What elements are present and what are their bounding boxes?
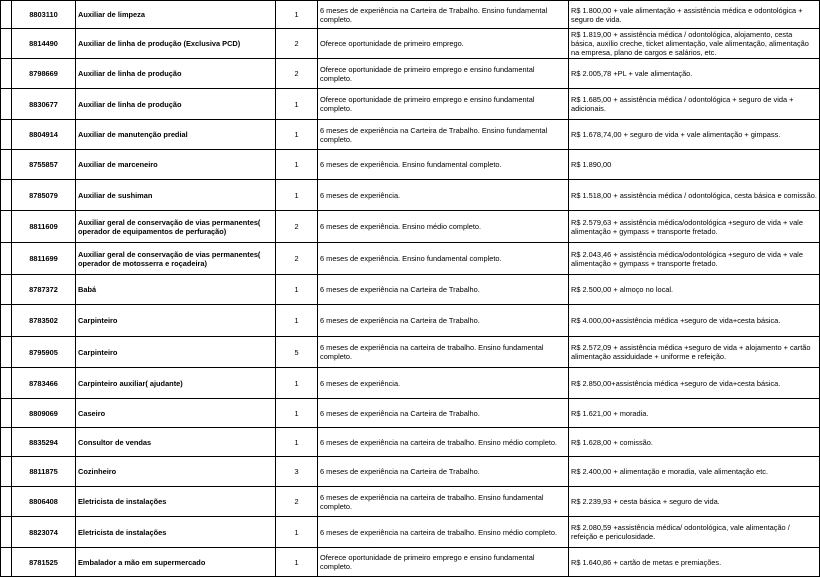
job-code-cell: 8814490 [12, 29, 76, 59]
row-margin-cell [1, 399, 12, 428]
table-row [1, 368, 820, 399]
job-code-cell: 8806408 [12, 487, 76, 517]
table-row [1, 275, 820, 305]
requirements-cell: 6 meses de experiência na Carteira de Trabalho. [318, 275, 569, 305]
salary-benefits-cell: R$ 2.080,59 +assistência médica/ odontológica, vale alimentação / refeição e periculosidade. [569, 517, 820, 548]
row-margin-cell [1, 150, 12, 180]
salary-benefits-cell: R$ 2.579,63 + assistência médica/odontológica +seguro de vida + vale alimentação + gympass + transporte fretado. [569, 211, 820, 243]
table-row [1, 180, 820, 211]
vacancies-cell: 1 [276, 399, 318, 428]
vacancies-cell: 1 [276, 1, 318, 29]
requirements-cell: Oferece oportunidade de primeiro emprego e ensino fundamental completo. [318, 89, 569, 120]
job-code-cell: 8785079 [12, 180, 76, 211]
table-row [1, 337, 820, 368]
job-code-cell: 8783502 [12, 305, 76, 337]
table-row [1, 59, 820, 89]
table-row [1, 150, 820, 180]
job-title-cell: Auxiliar de linha de produção [76, 89, 276, 120]
vacancies-cell: 3 [276, 457, 318, 487]
job-title-cell: Auxiliar de linha de produção [76, 59, 276, 89]
requirements-cell: Oferece oportunidade de primeiro emprego e ensino fundamental completo. [318, 59, 569, 89]
table-row [1, 517, 820, 548]
salary-benefits-cell: R$ 1.628,00 + comissão. [569, 428, 820, 457]
vacancies-cell: 2 [276, 243, 318, 275]
salary-benefits-cell: R$ 1.685,00 + assistência médica / odontológica + seguro de vida + adicionais. [569, 89, 820, 120]
row-margin-cell [1, 275, 12, 305]
requirements-cell: 6 meses de experiência. [318, 368, 569, 399]
row-margin-cell [1, 29, 12, 59]
salary-benefits-cell: R$ 1.678,74,00 + seguro de vida + vale alimentação + gimpass. [569, 120, 820, 150]
job-code-cell: 8798669 [12, 59, 76, 89]
requirements-cell: 6 meses de experiência na Carteira de Trabalho. Ensino fundamental completo. [318, 1, 569, 29]
vacancies-cell: 1 [276, 548, 318, 577]
job-code-cell: 8755857 [12, 150, 76, 180]
vacancies-cell: 1 [276, 517, 318, 548]
job-listings-body [1, 1, 820, 577]
job-title-cell: Eletricista de instalações [76, 487, 276, 517]
row-margin-cell [1, 59, 12, 89]
salary-benefits-cell: R$ 2.043,46 + assistência médica/odontológica +seguro de vida + vale alimentação + gympass + transporte fretado. [569, 243, 820, 275]
job-code-cell: 8795905 [12, 337, 76, 368]
row-margin-cell [1, 428, 12, 457]
row-margin-cell [1, 180, 12, 211]
job-title-cell: Caseiro [76, 399, 276, 428]
table-row [1, 305, 820, 337]
salary-benefits-cell: R$ 2.850,00+assistência médica +seguro de vida+cesta básica. [569, 368, 820, 399]
table-row [1, 1, 820, 29]
table-row [1, 243, 820, 275]
job-code-cell: 8803110 [12, 1, 76, 29]
job-code-cell: 8830677 [12, 89, 76, 120]
vacancies-cell: 1 [276, 150, 318, 180]
job-title-cell: Auxiliar geral de conservação de vias permanentes( operador de motosserra e roçadeira) [76, 243, 276, 275]
vacancies-cell: 2 [276, 29, 318, 59]
requirements-cell: 6 meses de experiência na Carteira de Trabalho. [318, 305, 569, 337]
table-row [1, 211, 820, 243]
row-margin-cell [1, 337, 12, 368]
table-row [1, 487, 820, 517]
requirements-cell: 6 meses de experiência. Ensino fundamental completo. [318, 150, 569, 180]
salary-benefits-cell: R$ 1.819,00 + assistência médica / odontológica, alojamento, cesta básica, auxílio creche, ticket alimentação, vale alimentação, alimentação na empresa, plano de cargos e salários, etc. [569, 29, 820, 59]
row-margin-cell [1, 120, 12, 150]
vacancies-cell: 1 [276, 305, 318, 337]
vacancies-cell: 1 [276, 120, 318, 150]
requirements-cell: 6 meses de experiência na Carteira de Trabalho. Ensino fundamental completo. [318, 120, 569, 150]
vacancies-cell: 2 [276, 59, 318, 89]
vacancies-cell: 2 [276, 487, 318, 517]
row-margin-cell [1, 368, 12, 399]
salary-benefits-cell: R$ 2.005,78 +PL + vale alimentação. [569, 59, 820, 89]
job-title-cell: Eletricista de instalações [76, 517, 276, 548]
requirements-cell: 6 meses de experiência na Carteira de Trabalho. [318, 399, 569, 428]
requirements-cell: 6 meses de experiência. [318, 180, 569, 211]
job-title-cell: Babá [76, 275, 276, 305]
salary-benefits-cell: R$ 4.000,00+assistência médica +seguro de vida+cesta básica. [569, 305, 820, 337]
job-code-cell: 8783466 [12, 368, 76, 399]
vacancies-cell: 1 [276, 89, 318, 120]
job-title-cell: Carpinteiro [76, 305, 276, 337]
requirements-cell: 6 meses de experiência na Carteira de Trabalho. [318, 457, 569, 487]
row-margin-cell [1, 243, 12, 275]
job-code-cell: 8809069 [12, 399, 76, 428]
requirements-cell: 6 meses de experiência. Ensino fundamental completo. [318, 243, 569, 275]
table-row [1, 548, 820, 577]
job-title-cell: Auxiliar de marceneiro [76, 150, 276, 180]
job-title-cell: Carpinteiro [76, 337, 276, 368]
vacancies-cell: 2 [276, 211, 318, 243]
salary-benefits-cell: R$ 1.518,00 + assistência médica / odontológica, cesta básica e comissão. [569, 180, 820, 211]
salary-benefits-cell: R$ 1.800,00 + vale alimentação + assistência médica e odontológica + seguro de vida. [569, 1, 820, 29]
job-title-cell: Auxiliar de manutenção predial [76, 120, 276, 150]
row-margin-cell [1, 457, 12, 487]
job-title-cell: Auxiliar de limpeza [76, 1, 276, 29]
requirements-cell: 6 meses de experiência na carteira de trabalho. Ensino fundamental completo. [318, 337, 569, 368]
table-row [1, 399, 820, 428]
job-code-cell: 8811699 [12, 243, 76, 275]
table-row [1, 89, 820, 120]
job-code-cell: 8781525 [12, 548, 76, 577]
requirements-cell: 6 meses de experiência na carteira de trabalho. Ensino fundamental completo. [318, 487, 569, 517]
row-margin-cell [1, 89, 12, 120]
vacancies-cell: 1 [276, 275, 318, 305]
requirements-cell: 6 meses de experiência. Ensino médio completo. [318, 211, 569, 243]
salary-benefits-cell: R$ 2.400,00 + alimentação e moradia, vale alimentação etc. [569, 457, 820, 487]
table-row [1, 457, 820, 487]
row-margin-cell [1, 517, 12, 548]
requirements-cell: 6 meses de experiência na carteira de trabalho. Ensino médio completo. [318, 517, 569, 548]
job-code-cell: 8804914 [12, 120, 76, 150]
job-code-cell: 8811875 [12, 457, 76, 487]
row-margin-cell [1, 305, 12, 337]
row-margin-cell [1, 548, 12, 577]
job-code-cell: 8823074 [12, 517, 76, 548]
salary-benefits-cell: R$ 1.621,00 + moradia. [569, 399, 820, 428]
salary-benefits-cell: R$ 2.572,09 + assistência médica +seguro de vida + alojamento + cartão alimentação assiduidade + uniforme e refeição. [569, 337, 820, 368]
job-code-cell: 8811609 [12, 211, 76, 243]
job-code-cell: 8787372 [12, 275, 76, 305]
row-margin-cell [1, 211, 12, 243]
job-title-cell: Auxiliar de sushiman [76, 180, 276, 211]
vacancies-cell: 1 [276, 428, 318, 457]
salary-benefits-cell: R$ 2.239,93 + cesta básica + seguro de vida. [569, 487, 820, 517]
vacancies-cell: 5 [276, 337, 318, 368]
salary-benefits-cell: R$ 1.640,86 + cartão de metas e premiações. [569, 548, 820, 577]
table-row [1, 428, 820, 457]
vacancies-cell: 1 [276, 368, 318, 399]
requirements-cell: Oferece oportunidade de primeiro emprego e ensino fundamental completo. [318, 548, 569, 577]
job-title-cell: Consultor de vendas [76, 428, 276, 457]
row-margin-cell [1, 1, 12, 29]
salary-benefits-cell: R$ 1.890,00 [569, 150, 820, 180]
requirements-cell: 6 meses de experiência na carteira de trabalho. Ensino médio completo. [318, 428, 569, 457]
job-title-cell: Auxiliar de linha de produção (Exclusiva PCD) [76, 29, 276, 59]
job-title-cell: Cozinheiro [76, 457, 276, 487]
row-margin-cell [1, 487, 12, 517]
table-row [1, 120, 820, 150]
job-title-cell: Carpinteiro auxiliar( ajudante) [76, 368, 276, 399]
vacancies-cell: 1 [276, 180, 318, 211]
job-title-cell: Auxiliar geral de conservação de vias permanentes( operador de equipamentos de perfuração) [76, 211, 276, 243]
table-row [1, 29, 820, 59]
job-title-cell: Embalador a mão em supermercado [76, 548, 276, 577]
requirements-cell: Oferece oportunidade de primeiro emprego. [318, 29, 569, 59]
salary-benefits-cell: R$ 2.500,00 + almoço no local. [569, 275, 820, 305]
job-code-cell: 8835294 [12, 428, 76, 457]
